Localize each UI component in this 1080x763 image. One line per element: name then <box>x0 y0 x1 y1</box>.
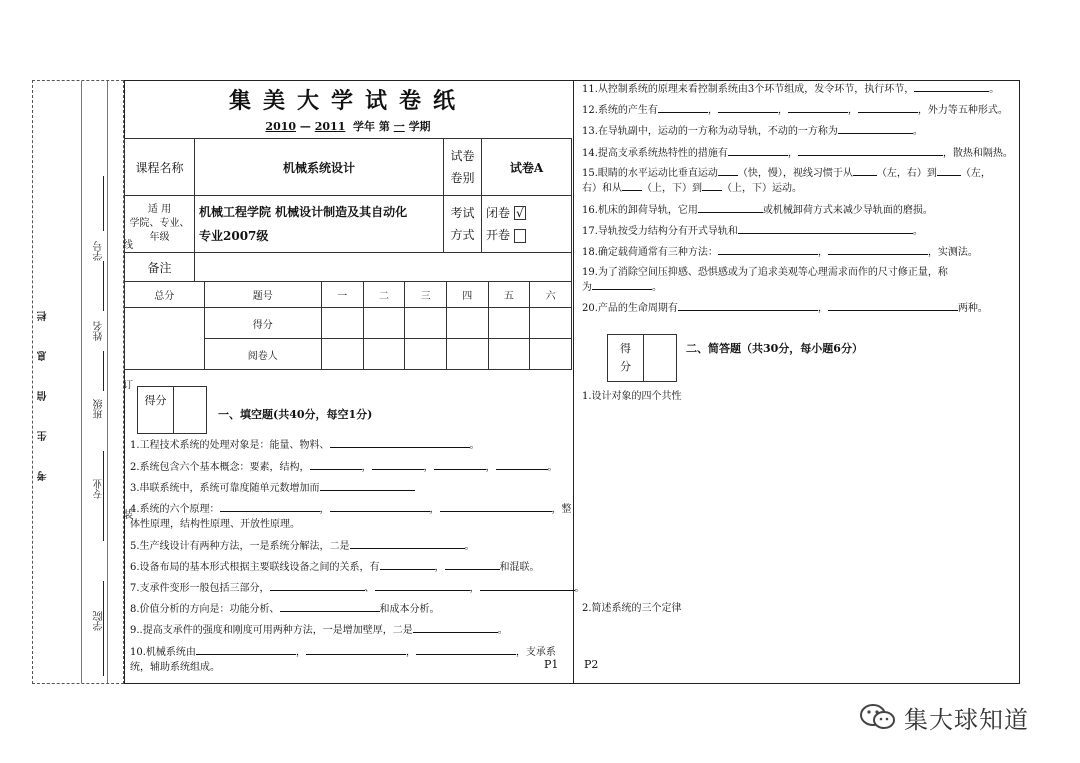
blank <box>320 481 415 491</box>
q15-line2a: 右）和从 <box>582 183 622 194</box>
score-header-cell: 二 <box>363 282 405 308</box>
blank <box>372 460 424 470</box>
name-fill-line <box>103 261 104 311</box>
blank <box>434 460 486 470</box>
apply-value <box>195 196 444 253</box>
student-id-fill-line <box>103 176 104 231</box>
question-19: 19.为了消除空间压抑感、恐惧感或为了追求美观等心理需求而作的尺寸修正量，称 <box>582 267 948 278</box>
section2-score-box <box>607 334 677 382</box>
blank <box>658 103 708 113</box>
q12-tail: ，外力等五种形式。 <box>917 105 1008 116</box>
closed-label: 闭卷 <box>486 206 511 220</box>
question-5 <box>130 539 475 554</box>
grader-row-label: 阅卷人 <box>204 339 321 370</box>
question-8 <box>130 602 440 617</box>
blank <box>678 301 818 311</box>
course-label: 课程名称 <box>125 139 195 196</box>
blank <box>718 245 818 255</box>
blank <box>698 203 763 213</box>
apply-label <box>125 196 195 253</box>
q4-tail: ，整 <box>551 504 572 515</box>
q19-line2: 为 <box>582 282 592 293</box>
page-number-right: P2 <box>584 658 599 671</box>
cut-line-char: 装 <box>123 510 133 521</box>
watermark-text: 集大球知道 <box>904 705 1029 734</box>
student-info-label: 考生信息栏 <box>38 281 49 481</box>
q19-tail: 。 <box>652 282 662 293</box>
blank <box>220 502 320 512</box>
term-value: 一 <box>393 120 405 133</box>
question-14: 14.提高支承系统热特性的措施有 ， ，散热和隔热。 <box>582 148 1013 159</box>
question-6: 6.设备布局的基本形式根据主要联线设备之间的关系，有 ， 和混联。 <box>130 562 540 573</box>
exam-label-2: 方式 <box>450 228 475 242</box>
score-header-cell: 五 <box>488 282 530 308</box>
q1-tail: 。 <box>469 440 480 451</box>
watermark <box>858 700 1058 734</box>
course-info-table <box>124 138 572 282</box>
q14-tail: ，散热和隔热。 <box>942 148 1013 159</box>
blank <box>798 146 943 156</box>
q15-mid1: （快，慢），视线习惯于从 <box>737 168 853 179</box>
section2-score-label <box>608 335 644 381</box>
year-to: 2011 <box>314 120 346 133</box>
grader-cell <box>363 339 405 370</box>
q20-tail: 两种。 <box>957 303 988 314</box>
question-7: 7.支承件变形一般包括三部分， 、 ， 。 <box>130 583 585 594</box>
remark-label: 备注 <box>125 253 195 282</box>
label-major: 专业 <box>94 479 105 499</box>
closed-checkbox: √ <box>514 206 526 220</box>
blank <box>330 438 470 448</box>
question-13 <box>582 124 923 139</box>
paper-label <box>444 139 482 196</box>
blank <box>838 124 913 134</box>
q5-tail: 。 <box>464 541 475 552</box>
q4-text: 4.系统的六个原理： <box>130 504 220 515</box>
question-19-line2 <box>582 280 662 295</box>
question-15 <box>582 166 991 181</box>
q5-text: 5.生产线设计有两种方法，一是系统分解法，二是 <box>130 541 350 552</box>
blank <box>280 602 380 612</box>
blank <box>330 502 430 512</box>
q7-text: 7.支承件变形一般包括三部分， <box>130 583 270 594</box>
score-header-cell: 六 <box>530 282 572 308</box>
open-label: 开卷 <box>486 228 511 242</box>
score-table <box>124 281 572 370</box>
blank <box>413 623 498 633</box>
grader-cell <box>405 339 447 370</box>
section1-title: 一、填空题(共40分，每空1分) <box>218 408 373 421</box>
score-cell <box>363 308 405 339</box>
question-4: 4.系统的六个原理： ， ， ，整 <box>130 504 572 515</box>
exam-label-1: 考试 <box>450 206 475 220</box>
score-row-label: 得分 <box>204 308 321 339</box>
label-student-id: 学号 <box>94 241 105 261</box>
blank <box>914 82 989 92</box>
apply-label-2: 学院、专业、 <box>129 218 190 229</box>
question-1 <box>130 438 480 453</box>
remark-value <box>195 253 572 282</box>
question-10-line2: 统，辅助系统组成。 <box>130 662 220 673</box>
open-option <box>486 224 567 246</box>
question-2: 2.系统包含六个基本概念：要素，结构， ， ， ， 。 <box>130 462 558 473</box>
cut-line-char: 线 <box>123 240 133 251</box>
label-college: 学院 <box>94 611 105 631</box>
blank <box>375 581 470 591</box>
q15-line2b: （上，下）到 <box>642 183 702 194</box>
question-3 <box>130 481 415 496</box>
paper-title: 集美大学试卷纸 <box>228 88 467 114</box>
q6-text: 6.设备布局的基本形式根据主要联线设备之间的关系，有 <box>130 562 380 573</box>
blank <box>937 166 961 176</box>
section2-label-bottom: 分 <box>620 360 631 373</box>
exam-label <box>444 196 482 253</box>
q1-text: 1.工程技术系统的处理对象是：能量、物料、 <box>130 440 330 451</box>
wechat-icon-svg <box>858 702 898 732</box>
blank <box>858 103 918 113</box>
blank <box>828 301 958 311</box>
blank <box>445 560 500 570</box>
year-dash: — <box>299 120 311 133</box>
score-cell <box>405 308 447 339</box>
score-cell <box>488 308 530 339</box>
closed-option <box>486 202 567 224</box>
blank <box>728 146 788 156</box>
cut-line-char: 订 <box>123 380 133 391</box>
section2-title: 二、简答题（共30分，每小题6分） <box>686 342 863 355</box>
blank <box>622 181 642 191</box>
section1-score-label: 得分 <box>138 387 174 433</box>
section2-label-top: 得 <box>620 342 631 355</box>
paper-label-2: 卷别 <box>450 171 475 185</box>
q15-text: 15.眼睛的水平运动比垂直运动 <box>582 168 718 179</box>
score-cell <box>321 308 363 339</box>
term-word: 学期 <box>408 120 431 133</box>
blank <box>718 166 738 176</box>
grader-cell <box>446 339 488 370</box>
apply-value-2: 专业2007级 <box>199 229 269 243</box>
question-17 <box>582 224 923 239</box>
score-header-cell: 总分 <box>125 282 205 308</box>
q6-tail: 和混联。 <box>499 562 540 573</box>
label-class: 班级 <box>94 399 105 419</box>
question-11 <box>582 82 999 97</box>
blank <box>350 539 465 549</box>
blank <box>270 581 365 591</box>
blank <box>853 166 877 176</box>
question-10: 10.机械系统由 ， ， ，支承系 <box>130 647 556 658</box>
exam-mode <box>482 196 572 253</box>
q15-tail: （左， <box>960 168 991 179</box>
question-9 <box>130 623 508 638</box>
class-fill-line <box>103 351 104 391</box>
blank <box>828 245 928 255</box>
q13-tail: 。 <box>912 126 923 137</box>
blank <box>718 103 778 113</box>
paper-label-1: 试卷 <box>450 149 475 163</box>
q14-text: 14.提高支承系统热特性的措施有 <box>582 148 728 159</box>
question-15-line2 <box>582 181 802 196</box>
score-cell <box>446 308 488 339</box>
grader-cell <box>488 339 530 370</box>
binding-margin <box>32 80 133 684</box>
q7-tail: 。 <box>574 583 585 594</box>
page-number-left: P1 <box>544 658 559 671</box>
question-18: 18.确定载荷通常有三种方法： ， ，实测法。 <box>582 247 978 258</box>
q18-text: 18.确定载荷通常有三种方法： <box>582 247 718 258</box>
q15-line2c: （上，下）运动。 <box>722 183 802 194</box>
q11-tail: 。 <box>989 84 1000 95</box>
blank <box>416 645 516 655</box>
score-cell <box>530 308 572 339</box>
label-name: 姓名 <box>94 321 105 341</box>
blank <box>380 560 435 570</box>
short-answer-1: 1.设计对象的四个共性 <box>582 391 682 402</box>
apply-value-1: 机械工程学院 机械设计制造及其自动化 <box>199 205 408 219</box>
score-header-cell: 四 <box>446 282 488 308</box>
academic-year <box>124 118 572 134</box>
q10-text: 10.机械系统由 <box>130 647 196 658</box>
blank <box>310 460 362 470</box>
college-fill-line <box>103 581 104 676</box>
blank <box>480 581 575 591</box>
year-word: 学年 第 <box>353 120 390 133</box>
blank <box>196 645 296 655</box>
q16-text: 16.机床的卸荷导轨，它用 <box>582 205 698 216</box>
major-fill-line <box>103 451 104 541</box>
section1-score-box <box>137 386 207 434</box>
q9-text: 9..提高支承件的强度和刚度可用两种方法，一是增加壁厚，二是 <box>130 625 413 636</box>
grader-cell <box>321 339 363 370</box>
apply-label-1: 适 用 <box>147 204 172 215</box>
q9-tail: 。 <box>497 625 508 636</box>
blank <box>306 645 406 655</box>
blank <box>592 280 652 290</box>
q20-text: 20.产品的生命周期有 <box>582 303 678 314</box>
q17-text: 17.导轨按受力结构分有开式导轨和 <box>582 226 738 237</box>
paper-value: 试卷A <box>482 139 572 196</box>
q18-tail: ，实测法。 <box>927 247 978 258</box>
grader-cell <box>530 339 572 370</box>
course-value: 机械系统设计 <box>195 139 444 196</box>
q17-tail: 。 <box>912 226 923 237</box>
blank <box>788 103 848 113</box>
binding-line <box>81 81 82 683</box>
score-header-cell: 题号 <box>204 282 321 308</box>
q2-text: 2.系统包含六个基本概念：要素，结构， <box>130 462 310 473</box>
blank <box>702 181 722 191</box>
q8-tail: 和成本分析。 <box>379 604 440 615</box>
question-16 <box>582 203 933 218</box>
q16-tail: 或机械卸荷方式来减少导轨面的磨损。 <box>762 205 933 216</box>
q11-text: 11.从控制系统的原理来看控制系统由3个环节组成，发令环节，执行环节， <box>582 84 915 95</box>
total-score-cell <box>125 308 205 370</box>
apply-label-3: 年级 <box>149 232 170 243</box>
q13-text: 13.在导轨副中，运动的一方称为动导轨，不动的一方称为 <box>582 126 838 137</box>
question-4-line2: 体性原理，结构性原理、开放性原理。 <box>130 519 300 530</box>
blank <box>738 224 913 234</box>
q12-text: 12.系统的产生有 <box>582 105 658 116</box>
q3-text: 3.串联系统中，系统可靠度随单元数增加而 <box>130 483 320 494</box>
question-20: 20.产品的生命周期有 ， 两种。 <box>582 303 988 314</box>
q8-text: 8.价值分析的方向是：功能分析、 <box>130 604 280 615</box>
q15-mid2: （左，右）到 <box>876 168 937 179</box>
score-header-cell: 三 <box>405 282 447 308</box>
binding-line <box>107 81 108 683</box>
year-from: 2010 <box>265 120 297 133</box>
short-answer-2: 2.简述系统的三个定律 <box>582 603 682 614</box>
open-checkbox <box>514 229 526 243</box>
blank <box>496 460 548 470</box>
score-header-cell: 一 <box>321 282 363 308</box>
wechat-icon <box>858 702 898 732</box>
question-12: 12.系统的产生有 ， ， ， ，外力等五种形式。 <box>582 105 1008 116</box>
blank <box>440 502 552 512</box>
q10-tail: ，支承系 <box>515 647 556 658</box>
